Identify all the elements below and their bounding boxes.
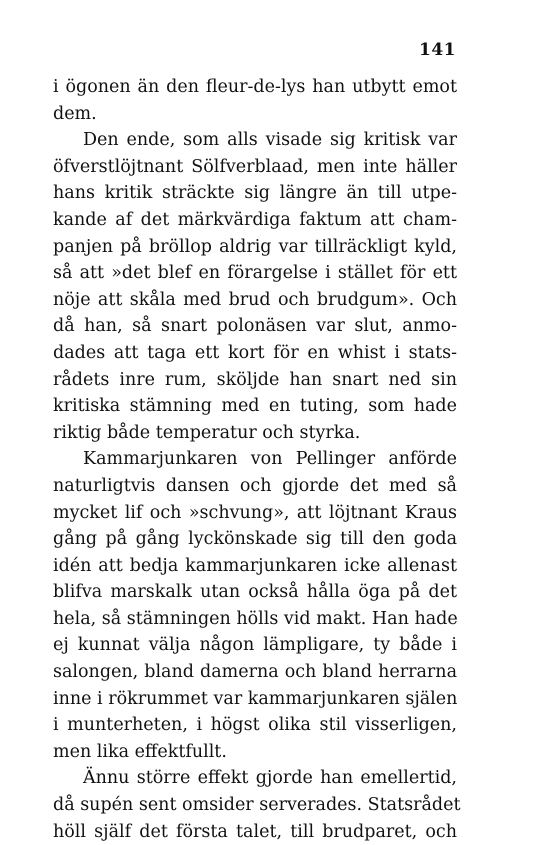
text-line: nöje att skåla med brud och brudgum». Och	[53, 289, 457, 310]
text-line: Ännu större effekt gjorde han emellertid,	[83, 768, 457, 789]
text-line: riktig både temperatur och styrka.	[53, 422, 361, 443]
text-line: inne i rökrummet var kammarjunkaren själen	[53, 688, 458, 709]
text-line: idén att bedja kammarjunkaren icke allenast	[53, 555, 457, 576]
text-line: men lika effektfullt.	[53, 741, 227, 762]
text-line: kande af det märkvärdiga faktum att cham-	[53, 209, 457, 230]
text-line: rådets inre rum, sköljde han snart ned sin	[53, 369, 457, 390]
text-line: mycket lif och »schvung», att löjtnant Kraus	[53, 502, 457, 523]
text-line: i munterheten, i högst olika stil visserligen,	[53, 715, 457, 736]
text-line: höll själf det första talet, till brudparet, och	[53, 821, 457, 842]
text-line: gång på gång lyckönskade sig till den goda	[53, 529, 457, 550]
text-line: i ögonen än den fleur-de-lys han utbytt emot	[53, 77, 457, 97]
text-line: öfverstlöjtnant Sölfverblaad, men inte häller	[53, 156, 457, 177]
text-line: Den ende, som alls visade sig kritisk var	[83, 130, 457, 151]
text-line: kritiska stämning med en tuting, som hade	[53, 396, 457, 417]
text-line: naturligtvis dansen och gjorde det med så	[53, 475, 457, 496]
text-line: panjen på bröllop aldrig var tillräckligt kyld,	[53, 236, 457, 257]
text-line: ej kunnat välja någon lämpligare, ty både i	[53, 635, 457, 656]
text-line: Kammarjunkaren von Pellinger anförde	[83, 449, 457, 470]
text-line: dem.	[53, 103, 97, 124]
text-line: då supén sent omsider serverades. Statsrådet	[53, 795, 461, 816]
text-line: dades att taga ett kort för en whist i stats-	[53, 342, 457, 363]
page-number: 141	[419, 40, 456, 60]
text-line: salongen, bland damerna och bland herrarna	[53, 662, 457, 683]
text-line: då han, så snart polonäsen var slut, anmo-	[53, 316, 457, 337]
text-line: hela, så stämningen hölls vid makt. Han hade	[53, 608, 458, 629]
text-line: hans kritik sträckte sig längre än till utpe-	[53, 183, 457, 204]
body-text	[53, 74, 461, 845]
text-line: så att »det blef en förargelse i stället för ett	[53, 263, 457, 284]
text-line: blifva marskalk utan också hålla öga på det	[53, 582, 457, 603]
